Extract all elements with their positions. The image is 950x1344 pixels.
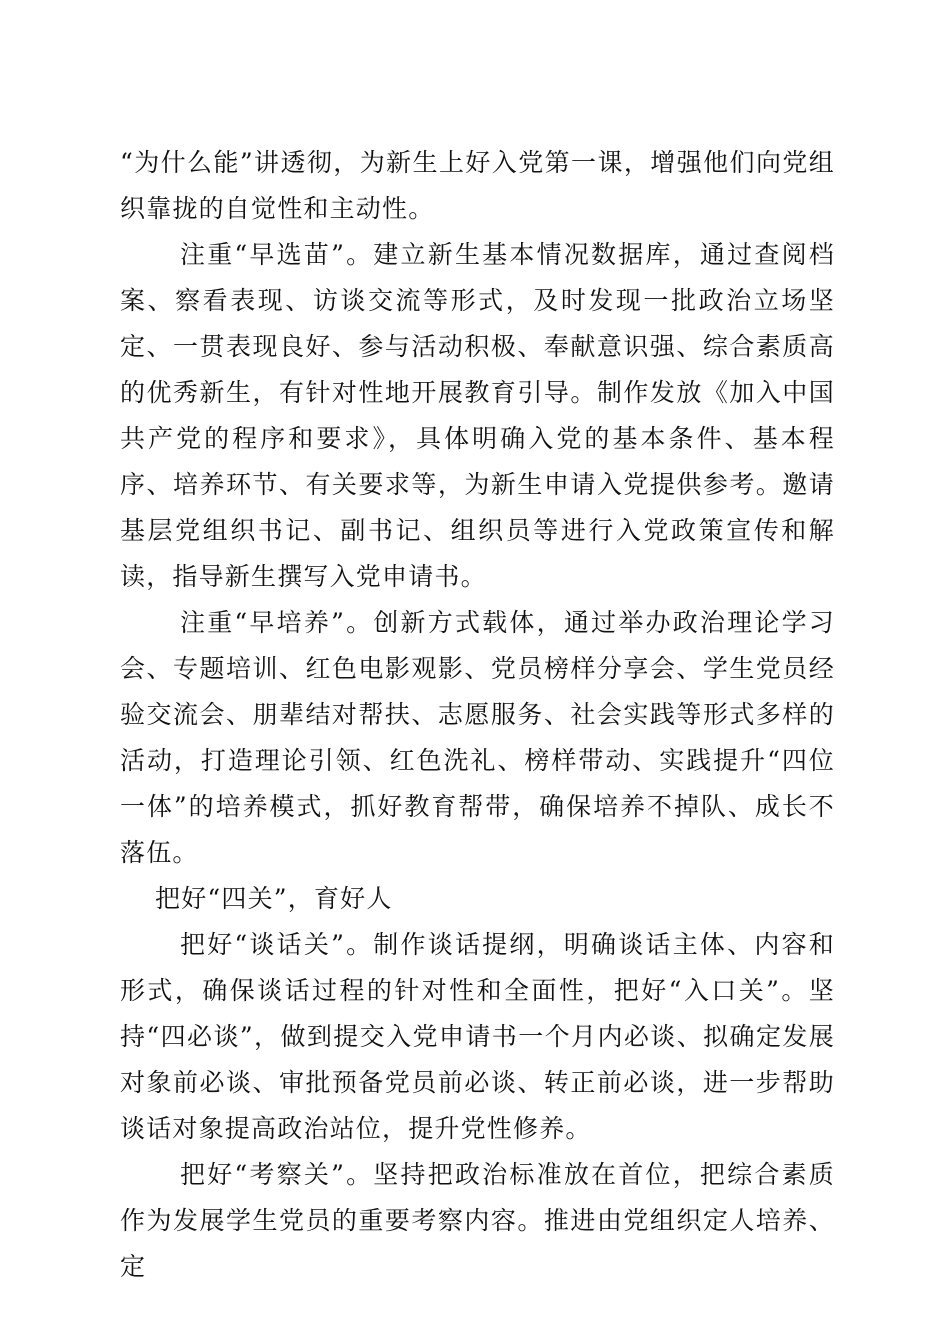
section-heading-four-checks: 把好“四关”，育好人: [155, 884, 393, 913]
paragraph-inspection-check: 把好“考察关”。坚持把政治标准放在首位，把综合素质作为发展学生党员的重要考察内容。推进由党组织定人培养、定: [120, 1160, 835, 1281]
paragraph-early-selection: 注重“早选苗”。建立新生基本情况数据库，通过查阅档案、察看表现、访谈交流等形式，及时发现一批政治立场坚定、一贯表现良好、参与活动积极、奉献意识强、综合素质高的优秀新生，有针对性地开展教育引导。制作发放《加入中国共产党的程序和要求》，具体明确入党的基本条件、基本程序、培养环节、有关要求等，为新生申请入党提供参考。邀请基层党组织书记、副书记、组织员等进行入党政策宣传和解读，指导新生撰写入党申请书。: [120, 240, 835, 591]
document-body: [120, 140, 835, 1290]
paragraph-early-cultivation: 注重“早培养”。创新方式载体，通过举办政治理论学习会、专题培训、红色电影观影、党员榜样分享会、学生党员经验交流会、朋辈结对帮扶、志愿服务、社会实践等形式多样的活动，打造理论引领、红色洗礼、榜样带动、实践提升“四位一体”的培养模式，抓好教育帮带，确保培养不掉队、成长不落伍。: [120, 608, 835, 867]
paragraph-talk-check: 把好“谈话关”。制作谈话提纲，明确谈话主体、内容和形式，确保谈话过程的针对性和全面性，把好“入口关”。坚持“四必谈”，做到提交入党申请书一个月内必谈、拟确定发展对象前必谈、审批预备党员前必谈、转正前必谈，进一步帮助谈话对象提高政治站位，提升党性修养。: [120, 930, 835, 1143]
paragraph-continuation: “为什么能”讲透彻，为新生上好入党第一课，增强他们向党组织靠拢的自觉性和主动性。: [120, 148, 835, 223]
